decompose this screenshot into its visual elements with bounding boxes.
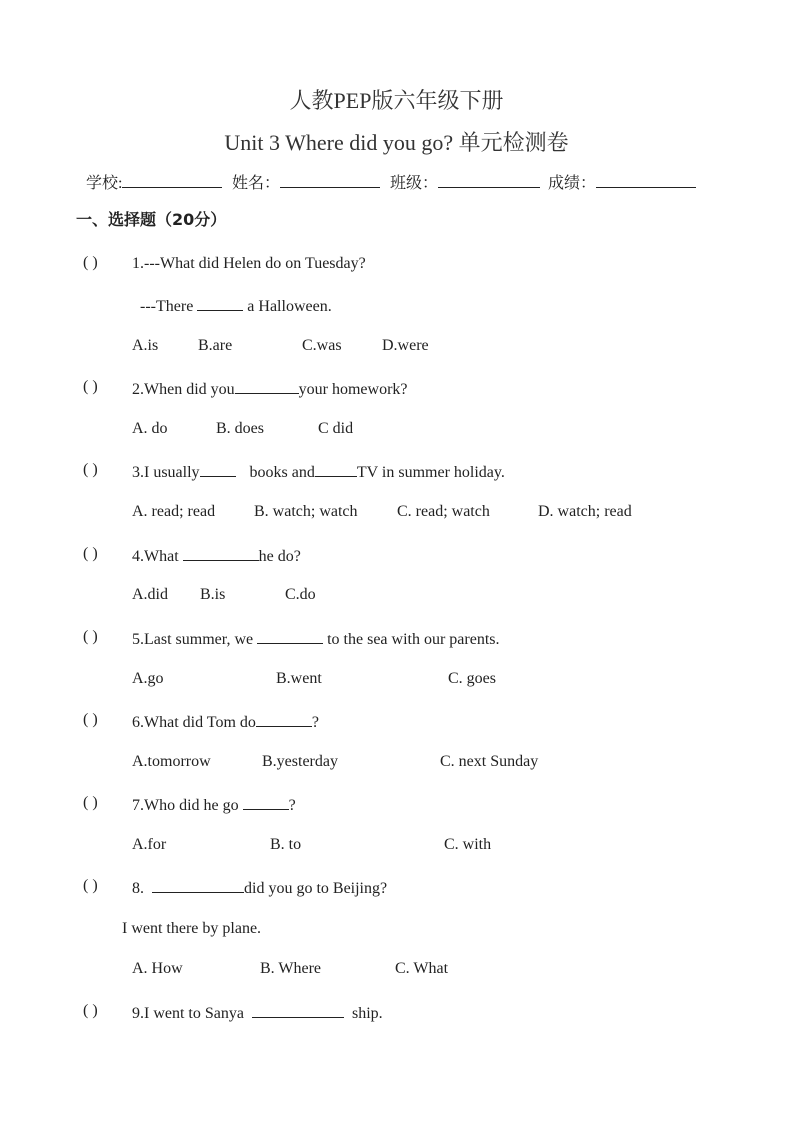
q2-option-b[interactable]: B. does [216, 420, 264, 437]
q2-option-a[interactable]: A. do [132, 420, 168, 437]
q7-blank[interactable] [243, 794, 289, 810]
q6-option-a[interactable]: A.tomorrow [132, 753, 211, 770]
class-field[interactable] [390, 170, 540, 193]
school-label: 学校: [86, 175, 123, 192]
q4-blank[interactable] [183, 545, 259, 561]
q3-text-b: books and [249, 464, 315, 481]
name-field[interactable] [232, 170, 380, 193]
class-blank[interactable] [438, 172, 540, 188]
q8-blank[interactable] [152, 877, 244, 893]
answer-bracket-6[interactable]: ( ) [83, 711, 98, 728]
q4-text-b: he do? [258, 548, 301, 565]
q3-option-c[interactable]: C. read; watch [397, 503, 490, 520]
q8-text-b: did you go to Beijing? [244, 880, 388, 897]
q1-option-a[interactable]: A.is [132, 337, 159, 354]
q3-blank-2[interactable] [315, 461, 357, 477]
q3-option-b[interactable]: B. watch; watch [254, 503, 358, 520]
answer-bracket-7[interactable]: ( ) [83, 794, 98, 811]
q8-option-a[interactable]: A. How [132, 960, 183, 977]
q3-option-a[interactable]: A. read; read [132, 503, 216, 520]
answer-bracket-4[interactable]: ( ) [83, 545, 98, 562]
name-blank[interactable] [280, 172, 380, 188]
q7-option-c[interactable]: C. with [444, 836, 492, 853]
answer-bracket-8[interactable]: ( ) [83, 877, 98, 894]
q2-text-a: 2.When did you [132, 381, 235, 398]
question-1-stem: 1.---What did Helen do on Tuesday? [132, 255, 366, 272]
q6-blank[interactable] [256, 711, 312, 727]
q2-text-b: your homework? [298, 381, 408, 398]
page-subtitle: Unit 3 Where did you go? 单元检测卷 [224, 130, 569, 155]
name-label: 姓名： [232, 175, 281, 192]
q7-option-a[interactable]: A.for [132, 836, 167, 853]
q6-text-a: 6.What did Tom do [132, 714, 256, 731]
question-8-answer-line: I went there by plane. [122, 920, 262, 937]
q2-blank[interactable] [235, 378, 299, 394]
q6-option-b[interactable]: B.yesterday [262, 753, 338, 770]
q4-option-a[interactable]: A.did [132, 586, 168, 603]
answer-bracket-2[interactable]: ( ) [83, 378, 98, 395]
q7-text-a: 7.Who did he go [132, 797, 243, 814]
q3-blank-1[interactable] [200, 461, 236, 477]
q4-option-c[interactable]: C.do [285, 586, 316, 603]
q6-text-b: ? [311, 714, 320, 731]
question-3-stem [132, 461, 505, 483]
question-1-stem2 [140, 295, 332, 317]
answer-bracket-9[interactable]: ( ) [83, 1002, 98, 1019]
q9-text-a: 9.I went to Sanya [132, 1005, 252, 1022]
q3-text-c: TV in summer holiday. [356, 464, 505, 481]
page-title: 人教PEP版六年级下册 [289, 88, 504, 113]
class-label: 班级： [390, 175, 439, 192]
question-5-stem [132, 628, 500, 650]
q5-text-b: to the sea with our parents. [323, 631, 500, 648]
answer-bracket-1[interactable]: ( ) [83, 254, 98, 271]
q9-text-b: ship. [343, 1005, 383, 1022]
q7-option-b[interactable]: B. to [270, 836, 302, 853]
question-7-stem [132, 794, 296, 816]
q1-text-a: ---There [140, 298, 198, 315]
q4-text-a: 4.What [132, 548, 183, 565]
section-heading: 一、选择题（20分） [76, 210, 227, 229]
score-field[interactable] [548, 170, 696, 193]
q1-option-b[interactable]: B.are [198, 337, 233, 354]
school-blank[interactable] [122, 172, 222, 188]
q9-blank[interactable] [252, 1002, 344, 1018]
score-blank[interactable] [596, 172, 696, 188]
question-2-stem [132, 378, 408, 400]
question-6-stem [132, 711, 319, 733]
q2-option-c[interactable]: C did [318, 420, 354, 437]
school-field[interactable] [86, 170, 222, 193]
q1-text-b: a Halloween. [243, 298, 332, 315]
q7-text-b: ? [288, 797, 296, 814]
q8-text-a: 8. [132, 880, 152, 897]
q8-option-b[interactable]: B. Where [260, 960, 322, 977]
score-label: 成绩： [548, 175, 597, 192]
q6-option-c[interactable]: C. next Sunday [440, 753, 539, 770]
q1-option-d[interactable]: D.were [382, 337, 429, 354]
q5-option-a[interactable]: A.go [132, 670, 164, 687]
answer-bracket-5[interactable]: ( ) [83, 628, 98, 645]
question-9-stem [132, 1002, 383, 1024]
question-8-stem [132, 877, 387, 899]
q5-text-a: 5.Last summer, we [132, 631, 258, 648]
answer-bracket-3[interactable]: ( ) [83, 461, 98, 478]
q1-option-c[interactable]: C.was [302, 337, 342, 354]
q4-option-b[interactable]: B.is [200, 586, 226, 603]
q3-option-d[interactable]: D. watch; read [538, 503, 632, 520]
q5-option-c[interactable]: C. goes [448, 670, 496, 687]
q3-text-a: 3.I usually [132, 464, 200, 481]
question-4-stem [132, 545, 301, 567]
q5-blank[interactable] [257, 628, 323, 644]
q8-option-c[interactable]: C. What [395, 960, 449, 977]
q5-option-b[interactable]: B.went [276, 670, 322, 687]
q1-blank[interactable] [197, 295, 243, 311]
